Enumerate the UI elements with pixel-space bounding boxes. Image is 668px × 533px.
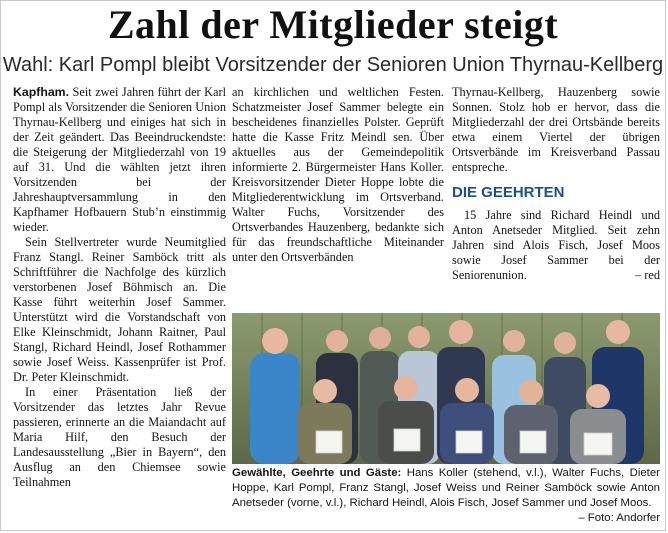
- paragraph-1: [13, 85, 226, 235]
- article-headline: Zahl der Mitglieder steigt: [107, 2, 559, 47]
- paragraph-6: [452, 208, 660, 283]
- caption-lead: Gewählte, Geehrte und Gäste:: [232, 467, 402, 479]
- paragraph-6-text: 15 Jahre sind Richard Heindl und Anton Anetseder Mitglied. Seit zehn Jahren sind Alois Fisch, Josef Moos sowie Josef Sammer bei der Seniorenunion.: [452, 208, 660, 282]
- group-photo: [232, 313, 660, 464]
- section-heading-honorees: DIE GEEHRTEN: [452, 184, 565, 201]
- photo-caption: [232, 466, 660, 526]
- paragraph-2: Sein Stellvertreter wurde Neumitglied Franz Stangl. Reiner Samböck tritt als Schriftführer die Nachfolge des kürzlich verstorbenen Josef Böhmisch an. Die Kasse führt weiterhin Josef Sammer. Unterstützt wird die Vorstandschaft von Elke Kleinschmidt, Johann Raitner, Paul Stangl, Richard Heindl, Josef Rothammer sowie Josef Weiss. Kassenprüfer ist Prof. Dr. Peter Kleinschmidt.: [13, 235, 226, 384]
- group-photo-illustration: [232, 313, 660, 464]
- paragraph-3: In einer Präsentation ließ der Vorsitzender das letztes Jahr Revue passieren, erinnerte an die Maiandacht auf Maria Hilf, den Besuch der Landesausstellung „Bier in Bayern“, den Ausflug an den Chiemsee sowie Teilnahmen: [13, 385, 226, 489]
- paragraph-4: an kirchlichen und weltlichen Festen. Schatzmeister Josef Sammer belegte ein bescheidenes finanzielles Polster. Geprüft hatte die Kasse Fritz Meindl sen. Über aktuelles aus der Gemeindepolitik informierte 2. Bürgermeister Hans Koller. Kreisvorsitzender Dieter Hoppe lobte die Mitgliederentwicklung im Ortsverband. Walter Fuchs, Vorsitzender des Ortsverbandes Hauzenberg, bedankte sich für das freundschaftliche Miteinander unter den Ortsverbänden: [232, 85, 444, 264]
- author-byline: – red: [635, 268, 660, 282]
- photo-credit: – Foto: Andorfer: [578, 512, 660, 524]
- article-subheadline: Wahl: Karl Pompl bleibt Vorsitzender der Senioren Union Thyrnau-Kellberg: [2, 54, 664, 76]
- caption-text: Hans Koller (stehend, v.l.), Walter Fuchs, Dieter Hoppe, Karl Pompl, Franz Stangl, Josef Weiss und Reiner Samböck sowie Anton Anetseder (vorne, v.l.), Richard Heindl, Alois Fisch, Josef Sammer und Josef Moos.: [232, 467, 660, 509]
- article-column-1: [13, 85, 226, 490]
- paragraph-1-text: Seit zwei Jahren führt der Karl Pompl als Vorsitzender die Senioren Union Thyrnau-Kellberg und einiges hat sich in der Zeit geändert. Das Beeindruckendste: die Steigerung der Mitgliederzahl von 19 auf 31. Und die wählten jetzt ihren Vorsitzenden bei der Jahreshauptversammlung in den Kapfhamer Hofbauern Stub’n einstimmig wieder.: [13, 85, 226, 234]
- article-column-2: [232, 85, 444, 265]
- paragraph-5: Thyrnau-Kellberg, Hauzenberg sowie Sonnen. Stolz hob er hervor, dass die Mitgliederzahl der drei Ortsbände bereits etwa einem Viertel der übrigen Ortsverbände im Kreisverband Passau entspreche.: [452, 85, 660, 174]
- dateline: Kapfham.: [13, 85, 70, 99]
- article-column-3: [452, 85, 660, 283]
